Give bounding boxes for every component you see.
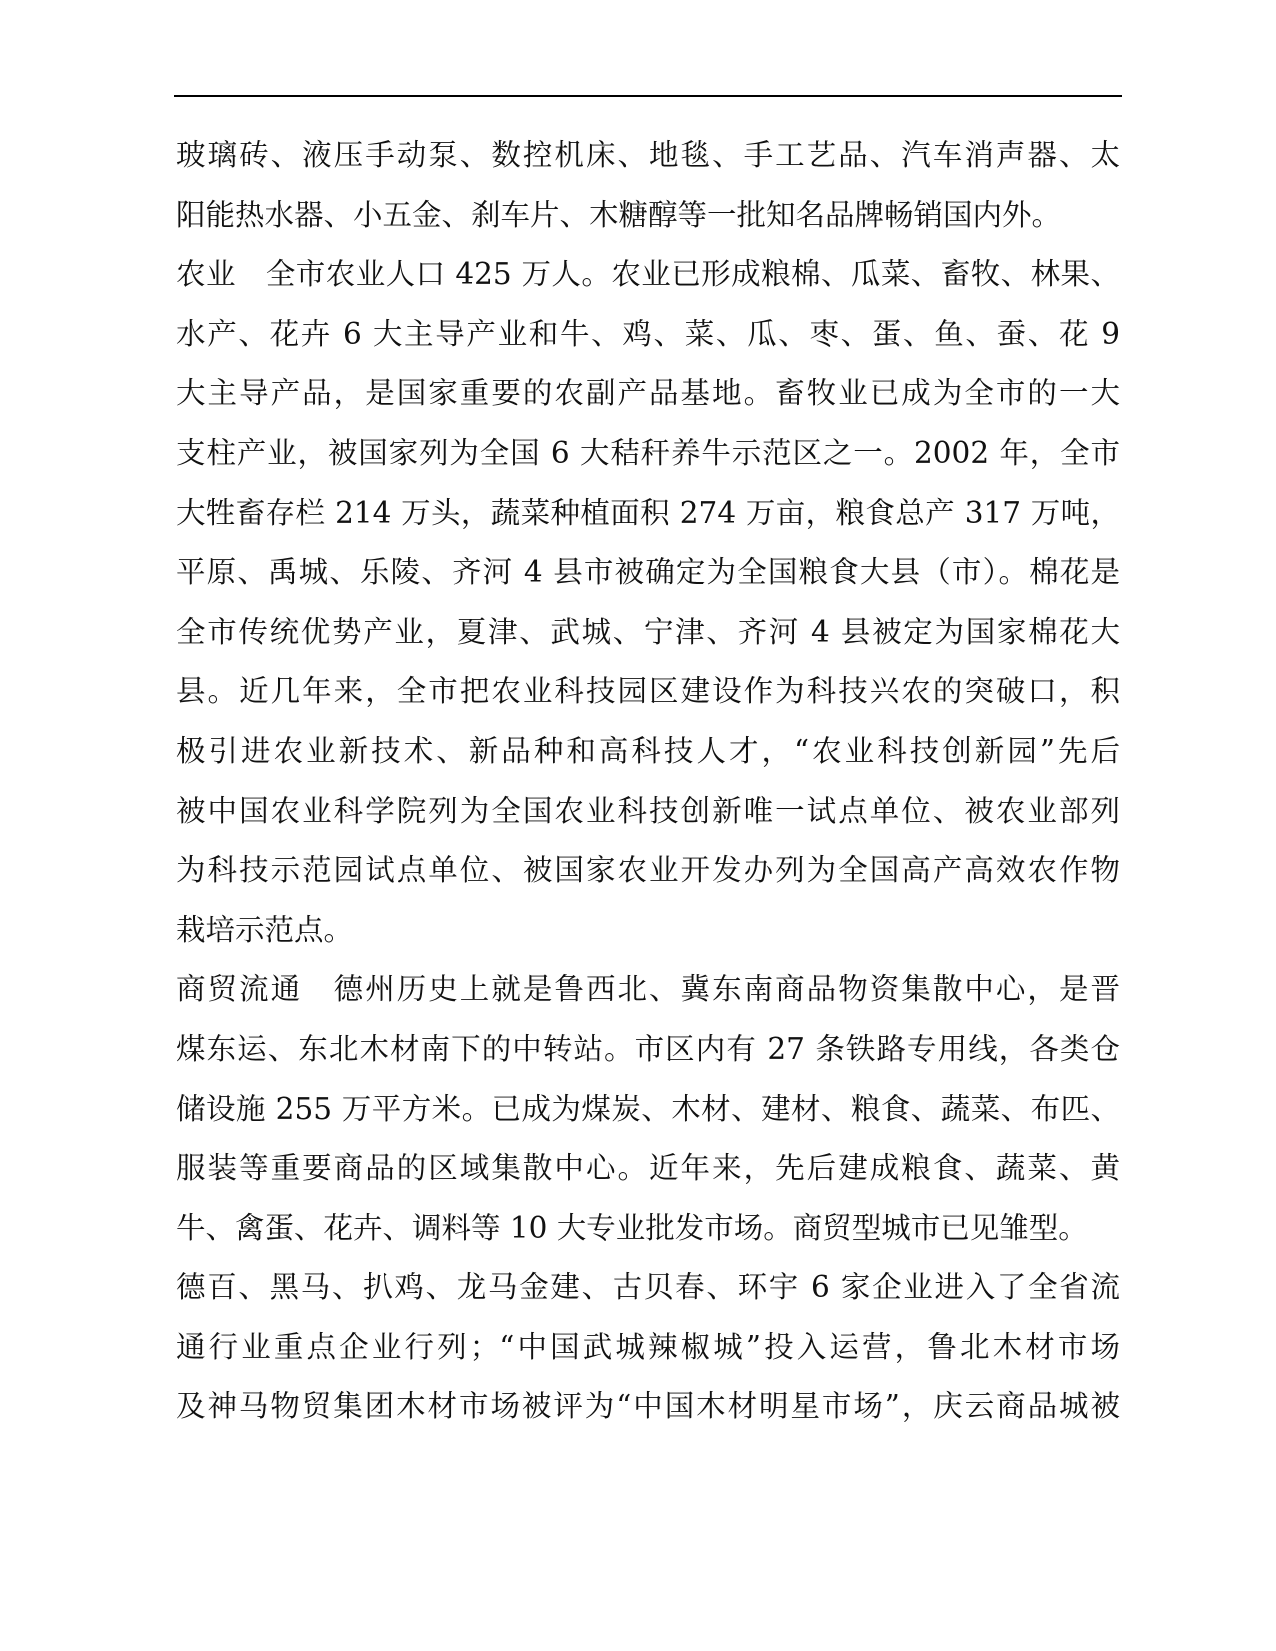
text-line: 通行业重点企业行列；“中国武城辣椒城”投入运营，鲁北木材市场 <box>176 1329 1120 1364</box>
text-line: 农业 全市农业人口 425 万人。农业已形成粮棉、瓜菜、畜牧、林果、 <box>176 257 1120 292</box>
text-line: 储设施 255 万平方米。已成为煤炭、木材、建材、粮食、蔬菜、布匹、 <box>176 1091 1120 1126</box>
text-line: 栽培示范点。 <box>176 912 354 947</box>
text-line: 水产、花卉 6 大主导产业和牛、鸡、菜、瓜、枣、蛋、鱼、蚕、花 9 <box>176 316 1120 351</box>
text-line: 为科技示范园试点单位、被国家农业开发办列为全国高产高效农作物 <box>176 853 1120 888</box>
text-line: 极引进农业新技术、新品种和高科技人才，“农业科技创新园”先后 <box>176 733 1120 768</box>
text-line: 牛、禽蛋、花卉、调料等 10 大专业批发市场。商贸型城市已见雏型。 <box>176 1210 1088 1245</box>
text-line: 及神马物贸集团木材市场被评为“中国木材明星市场”，庆云商品城被 <box>176 1389 1120 1424</box>
text-line: 全市传统优势产业，夏津、武城、宁津、齐河 4 县被定为国家棉花大 <box>176 614 1120 649</box>
text-line: 服装等重要商品的区域集散中心。近年来，先后建成粮食、蔬菜、黄 <box>176 1151 1120 1186</box>
text-line: 玻璃砖、液压手动泵、数控机床、地毯、手工艺品、汽车消声器、太 <box>176 138 1120 172</box>
text-line: 大主导产品，是国家重要的农副产品基地。畜牧业已成为全市的一大 <box>176 376 1120 411</box>
text-line: 大牲畜存栏 214 万头，蔬菜种植面积 274 万亩，粮食总产 317 万吨， <box>176 495 1120 530</box>
text-line: 煤东运、东北木材南下的中转站。市区内有 27 条铁路专用线，各类仓 <box>176 1031 1120 1066</box>
text-line: 德百、黑马、扒鸡、龙马金建、古贝春、环宇 6 家企业进入了全省流 <box>176 1270 1120 1305</box>
text-line: 支柱产业，被国家列为全国 6 大秸秆养牛示范区之一。2002 年，全市 <box>176 435 1120 470</box>
text-line: 阳能热水器、小五金、刹车片、木糖醇等一批知名品牌畅销国内外。 <box>176 197 1062 232</box>
text-line: 被中国农业科学院列为全国农业科技创新唯一试点单位、被农业部列 <box>176 793 1120 828</box>
text-line: 商贸流通 德州历史上就是鲁西北、冀东南商品物资集散中心，是晋 <box>176 972 1120 1007</box>
text-line: 平原、禹城、乐陵、齐河 4 县市被确定为全国粮食大县（市）。棉花是 <box>176 555 1120 590</box>
text-line: 县。近几年来，全市把农业科技园区建设作为科技兴农的突破口，积 <box>176 674 1120 709</box>
header-rule <box>174 95 1122 97</box>
body-text <box>176 126 1120 1437</box>
